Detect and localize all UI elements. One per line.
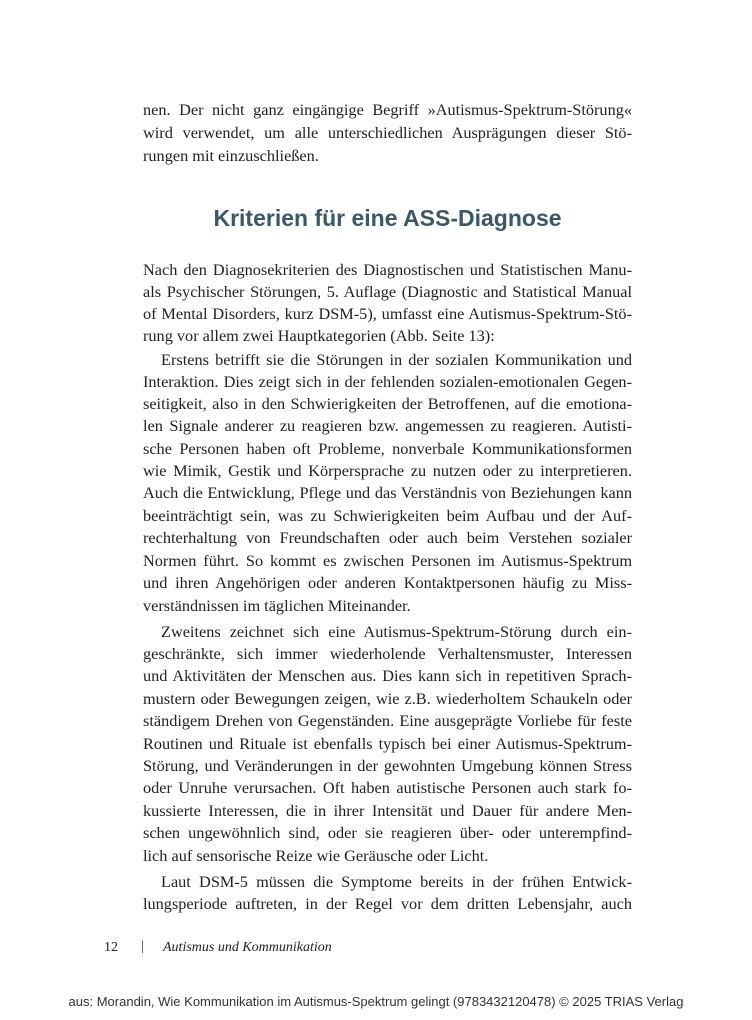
text-line: Störung, und Veränderungen in der gewohnten Umgebung können Stress	[143, 756, 632, 775]
text-line: Nach den Diagnosekriterien des Diagnostischen und Statistischen Manu-	[143, 260, 632, 279]
text-line: rungen mit einzuschließen.	[143, 146, 319, 165]
text-line: und Aktivitäten der Menschen aus. Dies kann sich in repetitiven Sprach-	[143, 666, 632, 685]
text-line: seitigkeit, also in den Schwierigkeiten der Betroffenen, auf die emotiona-	[143, 394, 632, 413]
text-line: oder Unruhe verursachen. Oft haben autistische Personen auch stark fo-	[143, 778, 632, 797]
text-line: Auch die Entwicklung, Pflege und das Verständnis von Beziehungen kann	[143, 483, 632, 502]
text-line: ständigem Drehen von Gegenständen. Eine ausgeprägte Vorliebe für feste	[143, 711, 632, 730]
text-line: beeinträchtigt sein, was zu Schwierigkeiten beim Aufbau und der Auf-	[143, 506, 632, 525]
source-line: aus: Morandin, Wie Kommunikation im Autismus-Spektrum gelingt (9783432120478) © 2025 TRIAS Verlag	[68, 994, 684, 1009]
text-line: of Mental Disorders, kurz DSM-5), umfasst eine Autismus-Spektrum-Stö-	[143, 304, 632, 323]
text-line: rechterhaltung von Freundschaften oder auch beim Verstehen sozialer	[143, 528, 632, 547]
page-number: 12	[104, 940, 118, 955]
text-line: wie Mimik, Gestik und Körpersprache zu nutzen oder zu interpretieren.	[143, 461, 632, 480]
text-line: kussierte Interessen, die in ihrer Intensität und Dauer für andere Men-	[143, 801, 632, 820]
text-line: mustern oder Bewegungen zeigen, wie z.B. wiederholtem Schaukeln oder	[143, 689, 632, 708]
text-line: Routinen und Rituale ist ebenfalls typisch bei einer Autismus-Spektrum-	[143, 734, 632, 753]
book-title: Autismus und Kommunikation	[163, 940, 332, 955]
text-line: sche Personen haben oft Probleme, nonverbale Kommunikationsformen	[143, 439, 632, 458]
section-heading: Kriterien für eine ASS-Diagnose	[213, 205, 562, 231]
text-line: Zweitens zeichnet sich eine Autismus-Spektrum-Störung durch ein-	[161, 622, 632, 641]
text-line: Interaktion. Dies zeigt sich in der fehlenden sozialen-emotionalen Gegen-	[143, 372, 632, 391]
text-line: schen ungewöhnlich sind, oder sie reagieren über- oder unterempfind-	[143, 823, 632, 842]
text-line: als Psychischer Störungen, 5. Auflage (Diagnostic and Statistical Manual	[143, 282, 632, 301]
text-line: rung vor allem zwei Hauptkategorien (Abb. Seite 13):	[143, 326, 495, 345]
text-line: wird verwendet, um alle unterschiedlichen Ausprägungen dieser Stö-	[143, 123, 632, 142]
text-line: len Signale anderer zu reagieren bzw. angemessen zu reagieren. Autisti-	[143, 416, 632, 435]
text-line: geschränkte, sich immer wiederholende Verhaltensmuster, Interessen	[143, 644, 632, 663]
text-line: lich auf sensorische Reize wie Geräusche oder Licht.	[143, 846, 489, 865]
text-line: lungsperiode auftreten, in der Regel vor dem dritten Lebensjahr, auch	[143, 894, 632, 913]
text-line: Erstens betrifft sie die Störungen in der sozialen Kommunikation und	[161, 350, 632, 369]
text-line: nen. Der nicht ganz eingängige Begriff »Autismus-Spektrum-Störung«	[143, 100, 632, 119]
footer-separator: |	[141, 939, 144, 954]
text-line: und ihren Angehörigen oder anderen Kontaktpersonen häufig zu Miss-	[143, 573, 632, 592]
text-line: Normen führt. So kommt es zwischen Personen im Autismus-Spektrum	[143, 551, 632, 570]
text-line: Laut DSM-5 müssen die Symptome bereits in der frühen Entwick-	[161, 872, 632, 891]
text-line: verständnissen im täglichen Miteinander.	[143, 596, 411, 615]
